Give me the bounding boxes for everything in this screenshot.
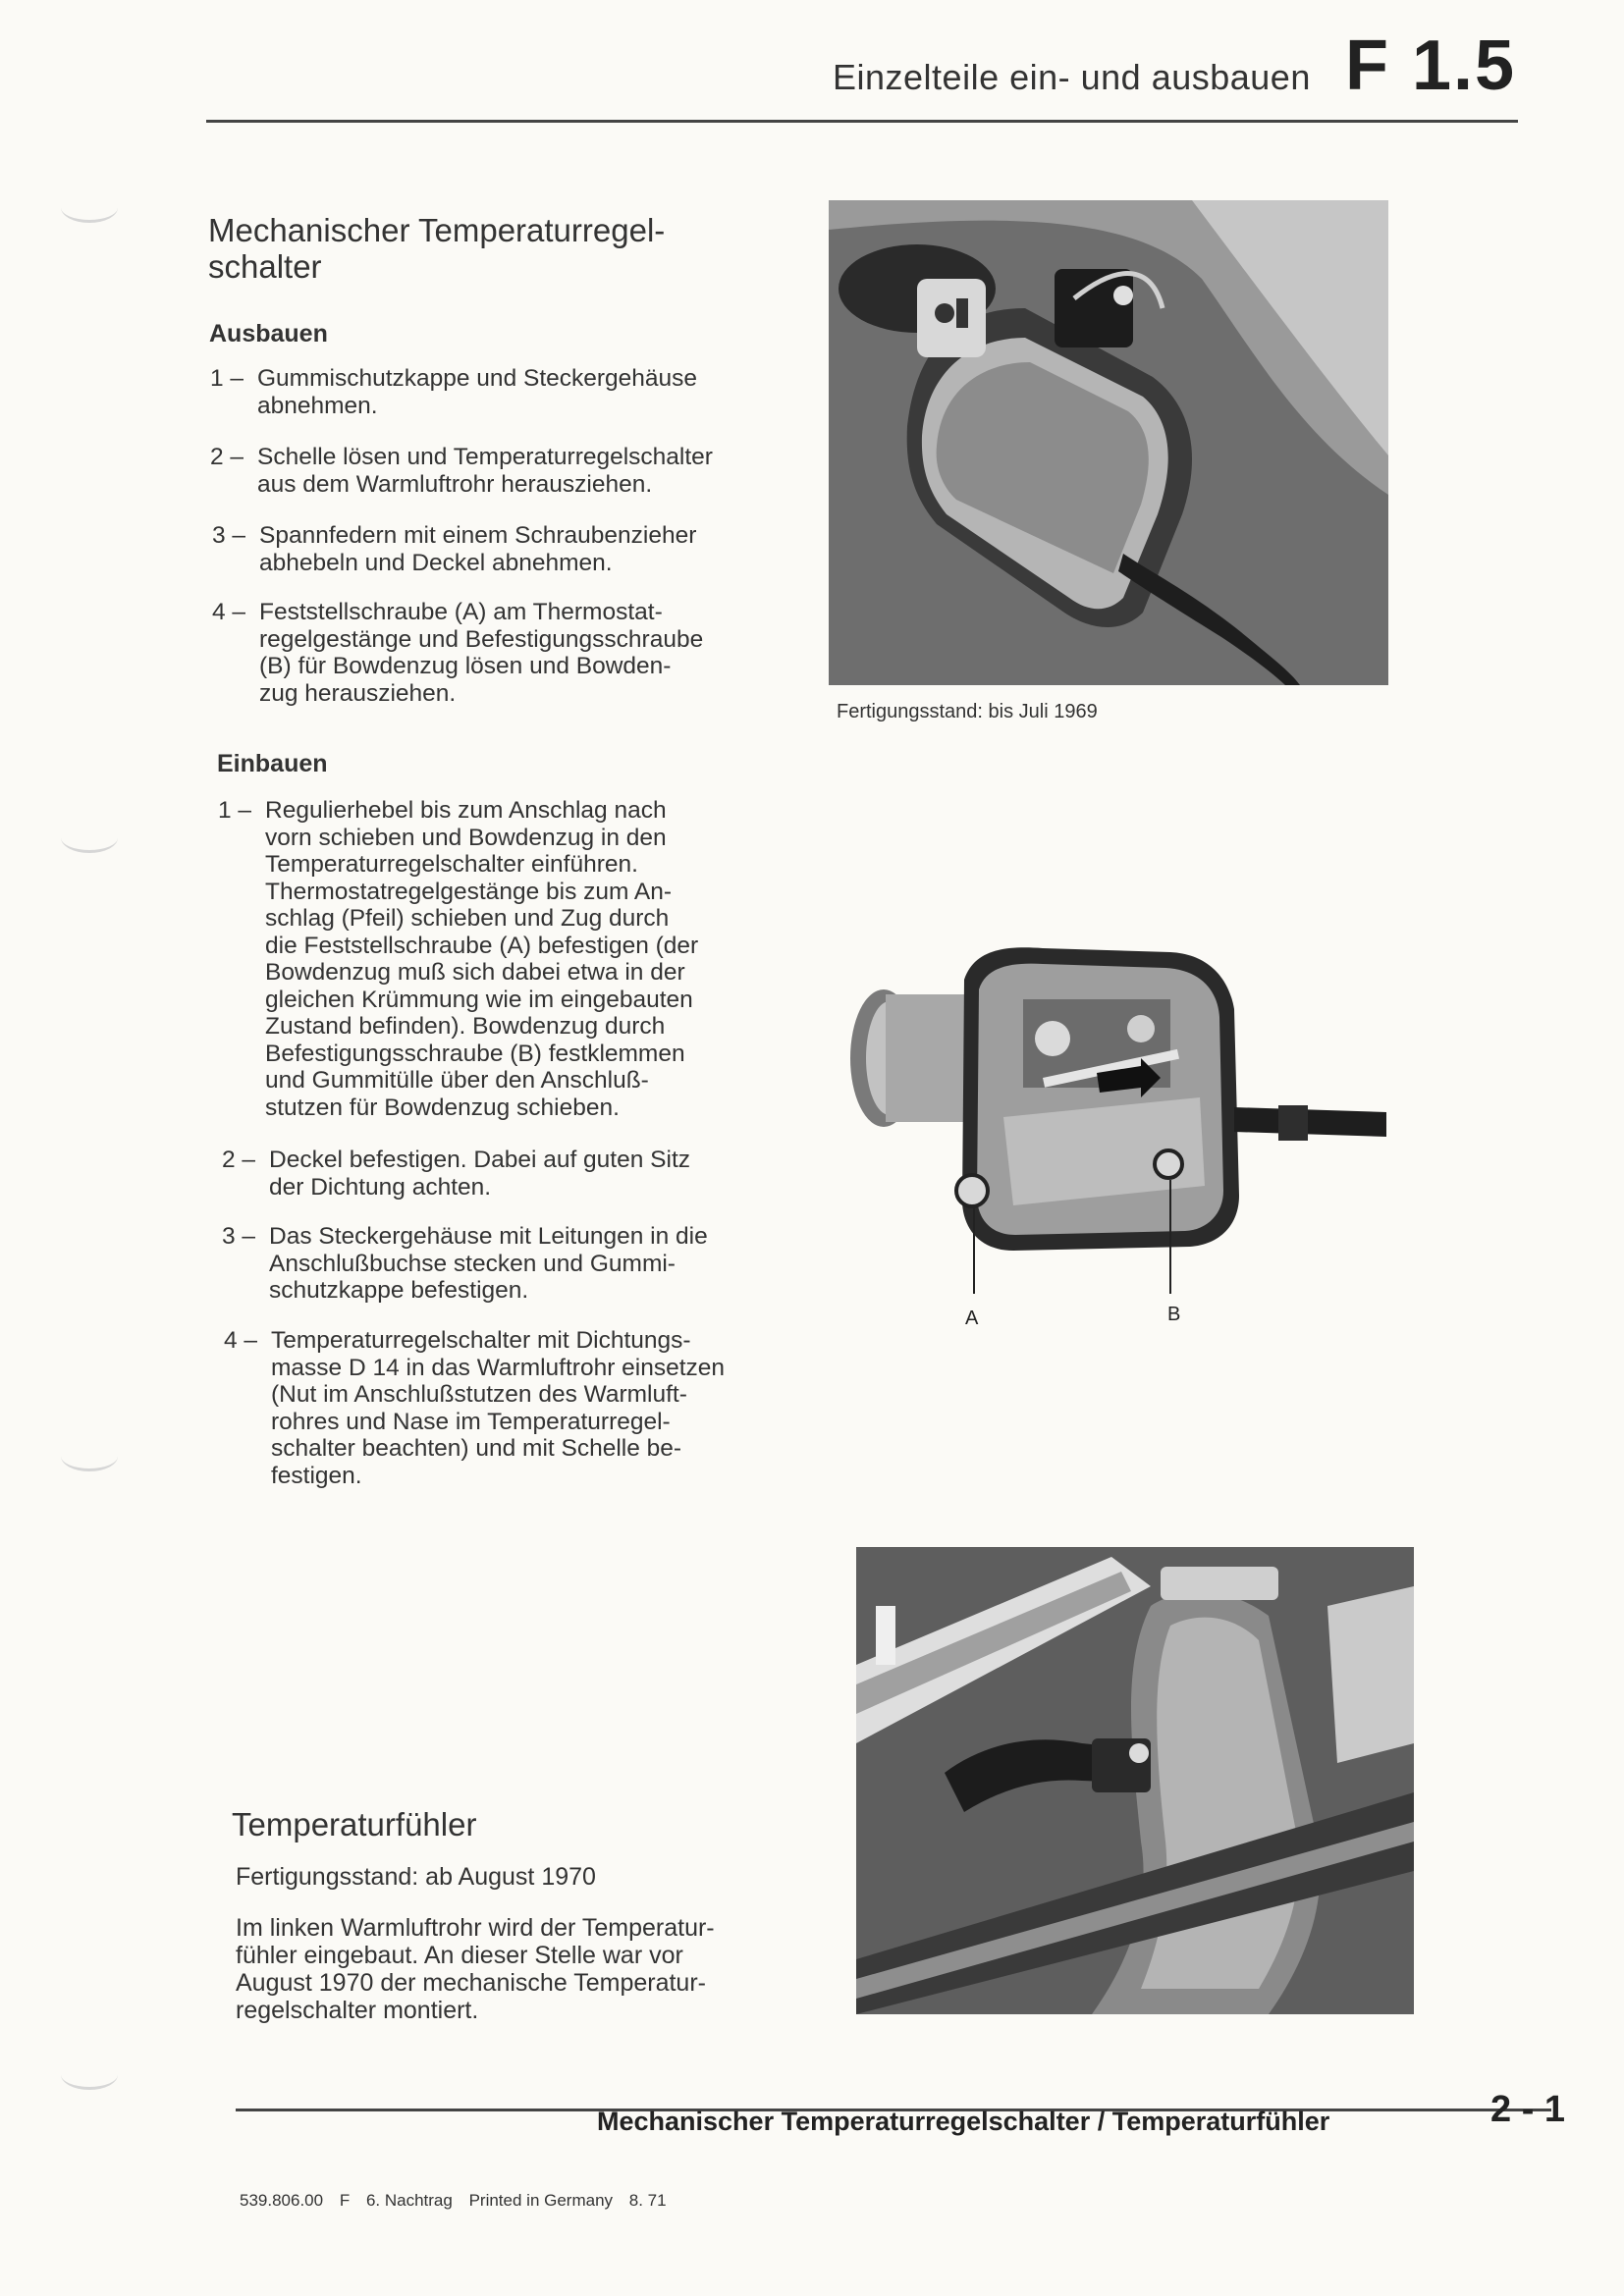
photo1-caption: Fertigungsstand: bis Juli 1969 xyxy=(837,701,1098,722)
header-rule xyxy=(206,120,1518,123)
punch-hole-mark xyxy=(61,1441,118,1471)
step-number: 3 – xyxy=(212,522,246,549)
einbauen-step-4 xyxy=(224,1327,852,1489)
einbauen-step-1 xyxy=(218,797,837,1121)
imprint-part-number: 539.806.00 xyxy=(240,2191,324,2210)
step-text: Feststellschraube (A) am Thermostat- regelgestänge und Befestigungsschraube (B) für Bowdenzug lösen und Bowden- zug herausziehen. xyxy=(259,599,704,707)
punch-hole-mark xyxy=(61,192,118,223)
photo-temperaturfuehler-eingebaut xyxy=(856,1547,1414,2014)
punch-hole-mark xyxy=(61,823,118,853)
einbauen-step-2 xyxy=(222,1147,840,1201)
step-text: Temperaturregelschalter mit Dichtungs- masse D 14 in das Warmluftrohr einsetzen (Nut im Anschlußstutzen des Warmluft- rohres und Nase im Temperaturregel- schalter beachten) und mit Schelle be- festigen. xyxy=(271,1327,726,1489)
step-number: 4 – xyxy=(224,1327,258,1354)
imprint-line xyxy=(240,2191,678,2211)
heading-ausbauen: Ausbauen xyxy=(209,320,328,347)
step-number: 3 – xyxy=(222,1223,256,1250)
ausbauen-step-3 xyxy=(212,522,821,576)
heading-einbauen: Einbauen xyxy=(217,750,328,777)
section2-text: Im linken Warmluftrohr wird der Temperatur- fühler eingebaut. An dieser Stelle war vor August 1970 der mechanische Temperatur- regelschalter montiert. xyxy=(236,1914,715,2024)
photo-temperaturregelschalter-eingebaut xyxy=(829,200,1388,685)
step-text: Regulierhebel bis zum Anschlag nach vorn schieben und Bowdenzug in den Temperaturregelschalter einführen. Thermostatregelgestänge bis zum An- schlag (Pfeil) schieben und Zug durch die Feststellschraube (A) befestigen (der Bowdenzug muß sich dabei etwa in der gleichen Krümmung wie im eingebauten Zustand befinden). Bowdenzug durch Befestigungsschraube (B) festklemmen und Gummitülle über den Anschluß- stutzen für Bowdenzug schieben. xyxy=(265,797,699,1121)
step-number: 2 – xyxy=(210,444,244,470)
step-text: Spannfedern mit einem Schraubenzieher abhebeln und Deckel abnehmen. xyxy=(259,522,697,576)
einbauen-step-3 xyxy=(222,1223,840,1305)
imprint-code: F xyxy=(339,2191,351,2210)
punch-hole-mark xyxy=(61,2059,118,2090)
callout-label-a: A xyxy=(965,1308,979,1329)
photo-temperaturregelschalter-geoeffnet xyxy=(846,940,1386,1294)
header-title: Einzelteile ein- und ausbauen xyxy=(833,57,1311,97)
ausbauen-step-4 xyxy=(212,599,821,707)
section-title-temperaturregelschalter: Mechanischer Temperaturregel- schalter xyxy=(208,212,666,285)
imprint-printed: Printed in Germany xyxy=(468,2191,614,2210)
ausbauen-step-1 xyxy=(210,365,819,419)
ausbauen-step-2 xyxy=(210,444,819,498)
step-text: Schelle lösen und Temperaturregelschalter aus dem Warmluftrohr herausziehen. xyxy=(257,444,713,498)
section2-subtitle: Fertigungsstand: ab August 1970 xyxy=(236,1863,596,1891)
page-number: 2 - 1 xyxy=(1490,2089,1566,2130)
step-number: 4 – xyxy=(212,599,246,625)
step-number: 1 – xyxy=(218,797,252,824)
step-number: 2 – xyxy=(222,1147,256,1173)
callout-label-b: B xyxy=(1167,1304,1181,1325)
imprint-supplement: 6. Nachtrag xyxy=(365,2191,453,2210)
step-text: Gummischutzkappe und Steckergehäuse abnehmen. xyxy=(257,365,698,419)
footer-title: Mechanischer Temperaturregelschalter / Temperaturfühler xyxy=(597,2107,1330,2136)
step-number: 1 – xyxy=(210,365,244,392)
step-text: Deckel befestigen. Dabei auf guten Sitz der Dichtung achten. xyxy=(269,1147,691,1201)
imprint-date: 8. 71 xyxy=(628,2191,667,2210)
section-title-temperaturfuehler: Temperaturfühler xyxy=(232,1806,477,1842)
section-code: F 1.5 xyxy=(1345,27,1517,105)
step-text: Das Steckergehäuse mit Leitungen in die Anschlußbuchse stecken und Gummi- schutzkappe befestigen. xyxy=(269,1223,708,1304)
